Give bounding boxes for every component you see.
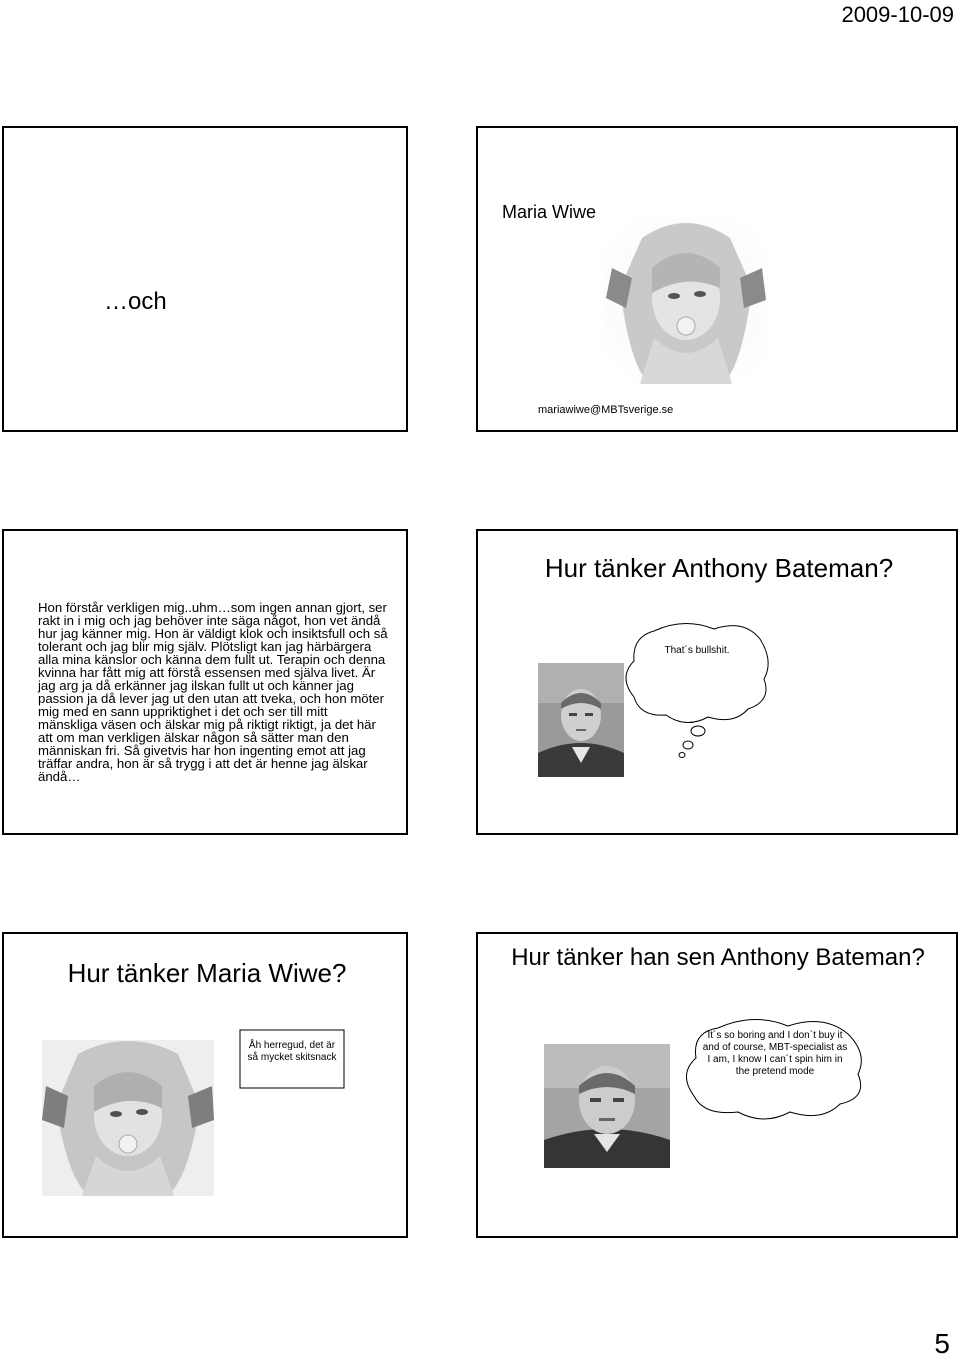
thought-text: That´s bullshit. [664,645,730,656]
slide-5 [2,932,408,1238]
thought-bubble [684,1018,864,1126]
man-portrait-icon [538,663,624,777]
slide-2 [476,126,958,432]
thought-text: It´s so boring and I don`t buy it and of course, MBT-specialist as I am, I know I can´t spin him in the pretend mode [702,1030,848,1077]
slide-4 [476,529,958,835]
slide-4-title: Hur tänker Anthony Bateman? [544,553,894,583]
man-portrait-icon [544,1044,670,1168]
page-date: 2009-10-09 [841,2,954,27]
slide-5-title: Hur tänker Maria Wiwe? [67,958,347,988]
woman-portrait-icon [42,1040,214,1196]
woman-portrait-icon [602,218,770,384]
slide-6-title: Hur tänker han sen Anthony Bateman? [511,944,925,971]
slide-2-title: Maria Wiwe [502,202,597,222]
thought-bubble [240,1030,344,1110]
thought-bubble [624,621,770,757]
slide-2-email: mariawiwe@MBTsverige.se [538,404,674,416]
slide-3-body: Hon förstår verkligen mig..uhm…som ingen annan gjort, ser rakt in i mig och jag behöver inte säga något, hon vet ändå hur jag känner mig. Hon är väldigt klok och insiktsfull och så tolerant och jag blir mig själv. Plötsligt kan jag härbärgera alla mina känslor och känna dem fullt ut. Terapin och denna kvinna har fått mig att förstå essensen med själva livet. Är jag arg ja då erkänner jag ilskan fullt ut och känner jag passion ja då lever jag ut den utan att tveka, och hon möter mig med en sann uppriktighet i det och ser till mitt mänskliga väsen och älskar mig på riktigt riktigt, ja det här att om man verkligen älskar någon så sätter man den människan fri. Så givetvis har hon ingenting emot att jag träffar andra, hon är så trygg i att det är henne jag älskar ändå… [38,600,388,784]
page-number: 5 [934,1328,950,1359]
slide-1-text: …och [104,288,167,315]
slide-3 [2,529,408,835]
slide-1 [2,126,408,432]
slide-6 [476,932,958,1238]
thought-text: Åh herregud, det är så mycket skitsnack [247,1040,337,1063]
